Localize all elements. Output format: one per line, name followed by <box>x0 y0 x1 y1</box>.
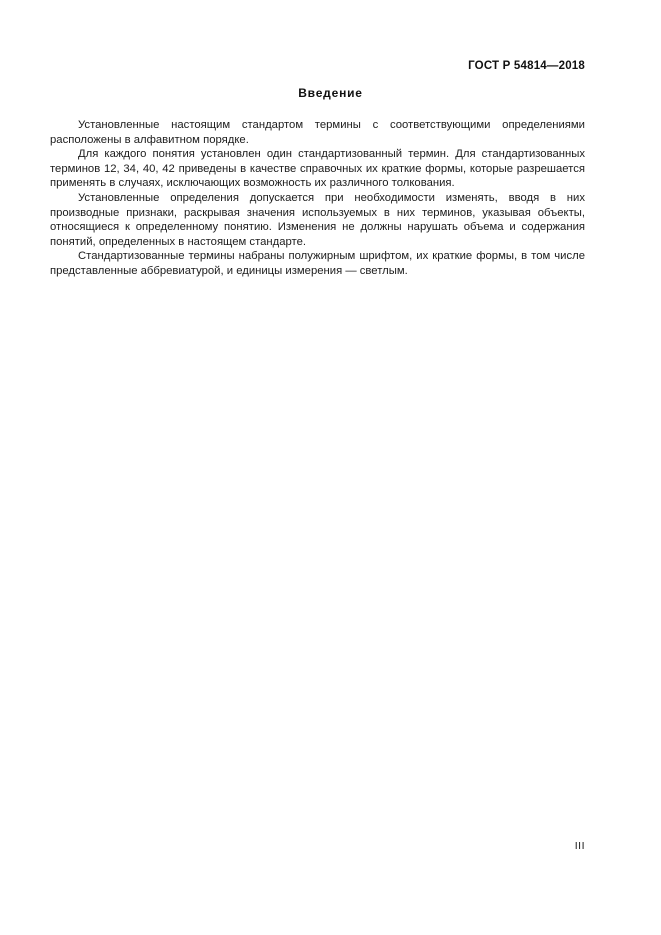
page-title: Введение <box>298 86 363 100</box>
page-number: III <box>574 840 585 852</box>
paragraph: Установленные определения допускается при необходимости изменять, вводя в них производные признаки, раскрывая значения используемых в них терминов, указывая объекты, относящиеся к определенному понятию. Изменения не должны нарушать объема и содержания понятий, определенных в настоящем стандарте. <box>50 191 585 248</box>
paragraph: Стандартизованные термины набраны полужирным шрифтом, их краткие формы, в том числе представленные аббревиатурой, и единицы измерения — светлым. <box>50 250 585 277</box>
body-text-block <box>50 118 585 279</box>
paragraph: Для каждого понятия установлен один стандартизованный термин. Для стандартизованных терминов 12, 34, 40, 42 приведены в качестве справочных их краткие формы, которые разрешается применять в случаях, исключающих возможность их различного толкования. <box>50 148 585 190</box>
paragraph: Установленные настоящим стандартом термины с соответствующими определениями расположены в алфавитном порядке. <box>50 119 585 146</box>
running-header-standard-number: ГОСТ Р 54814—2018 <box>468 60 585 72</box>
